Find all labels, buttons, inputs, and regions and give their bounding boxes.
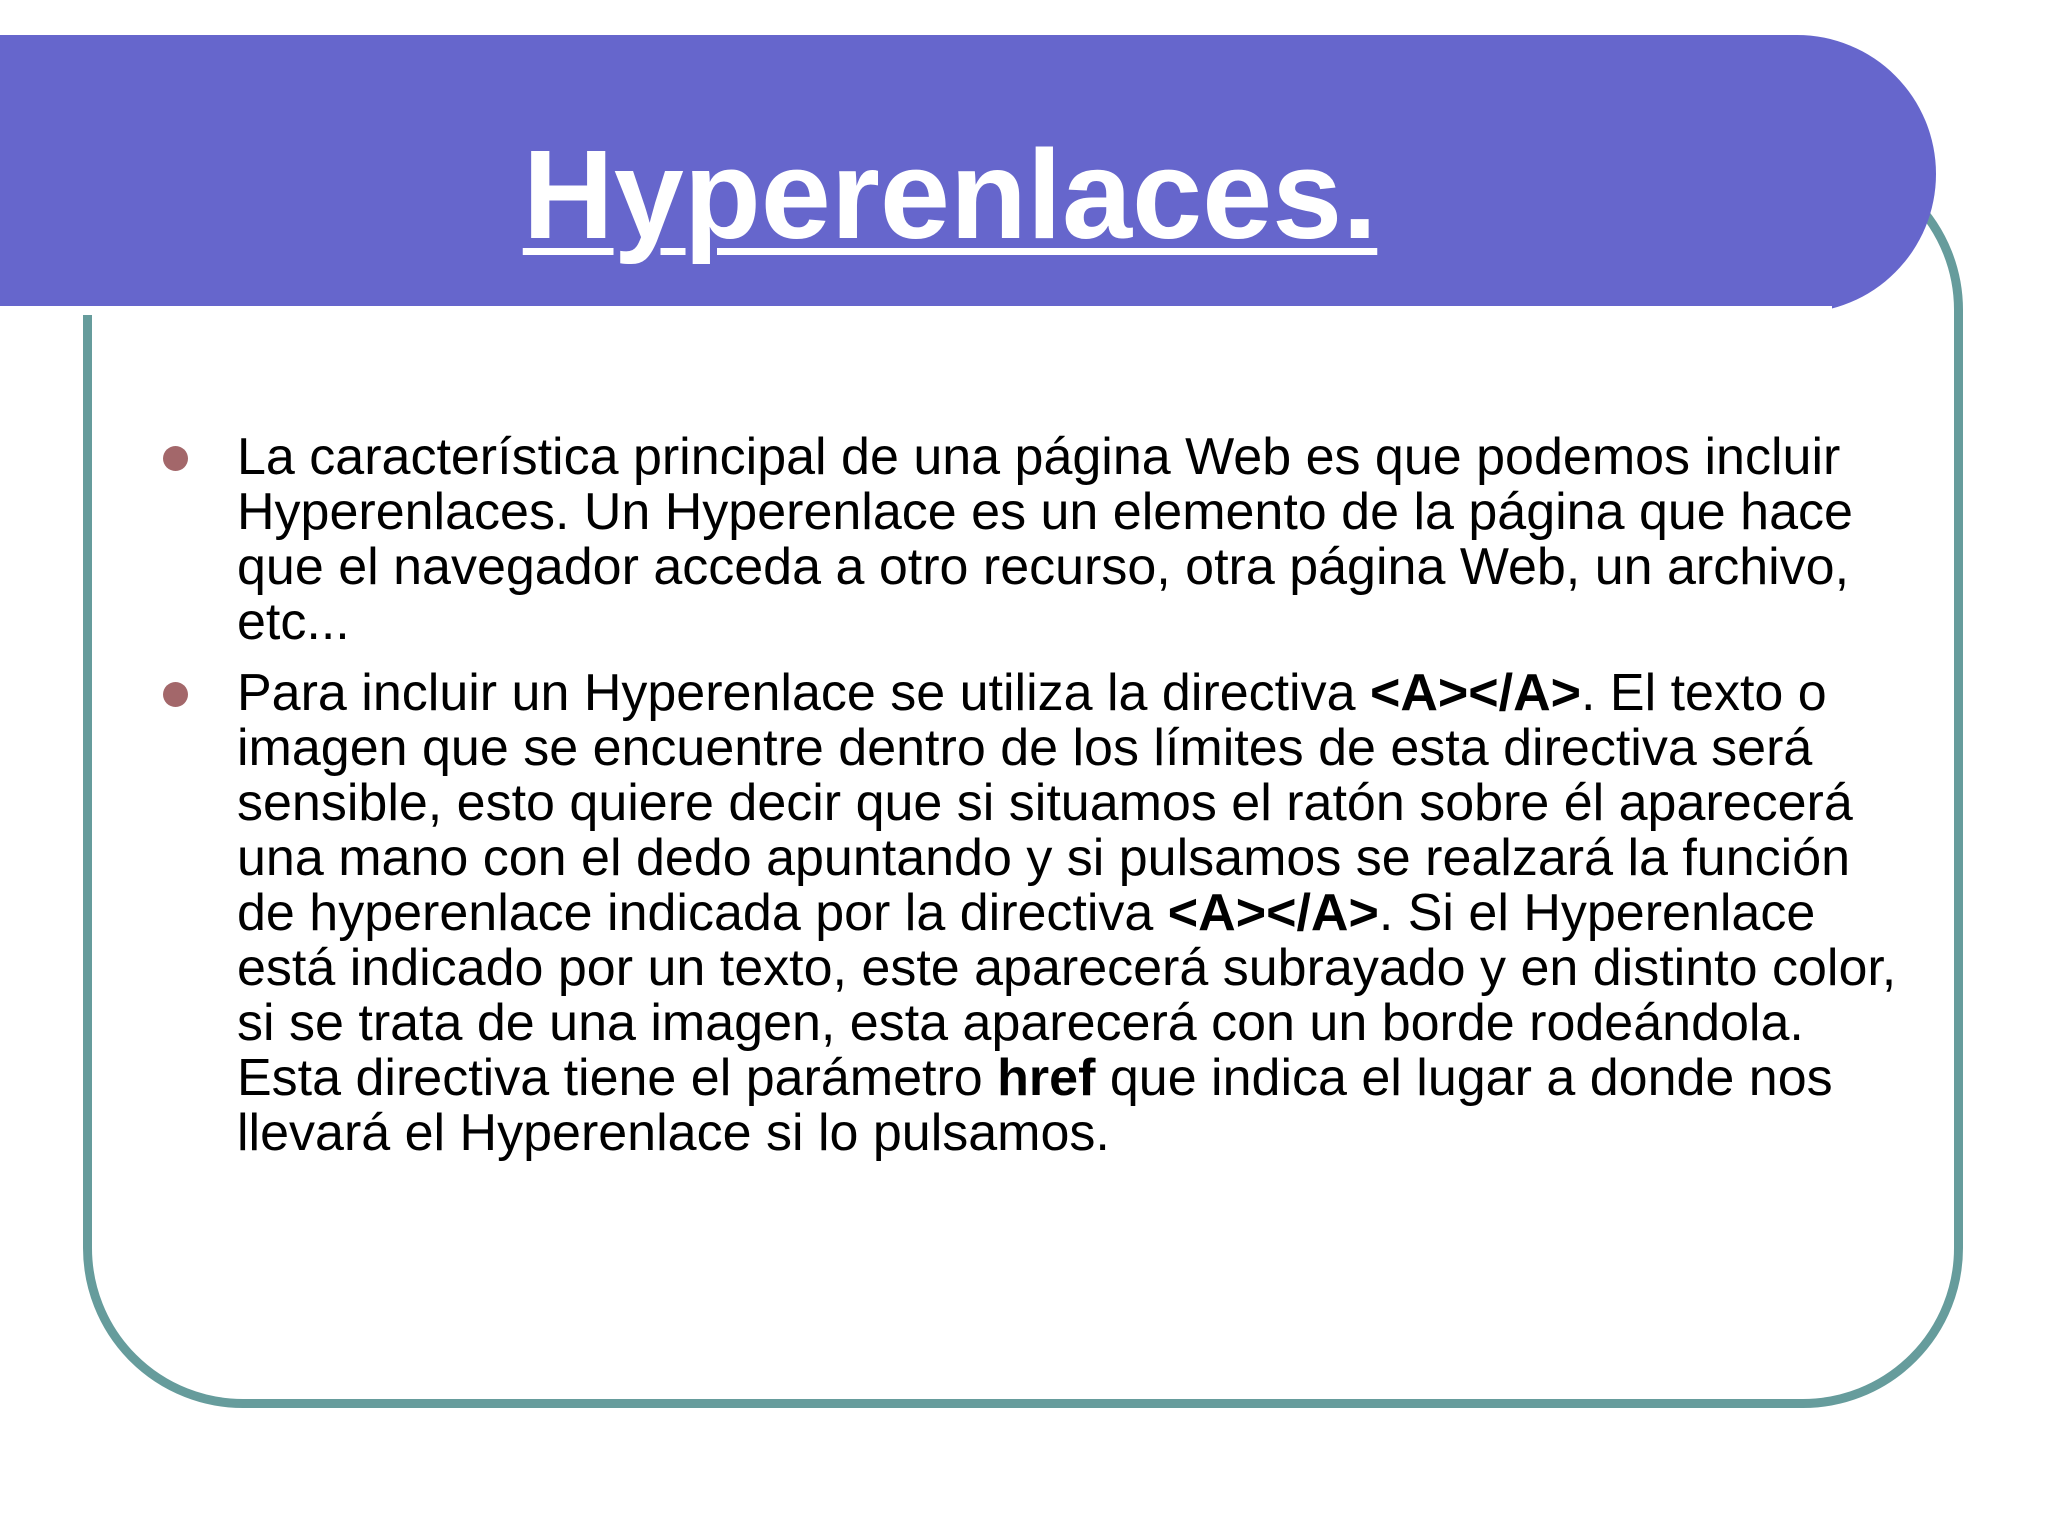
bullet-text [237, 428, 1853, 651]
title-banner [0, 35, 1936, 313]
code-tag-a: <A></A> [1369, 664, 1582, 722]
bullet-item-2 [160, 666, 1920, 1161]
code-tag-a: <A></A> [1167, 884, 1379, 942]
bullet-dot-icon [163, 682, 188, 707]
bullet-text [237, 664, 1896, 1162]
bullet-text-segment: La característica principal de una página Web es que podemos incluir Hyperenlaces. Un Hyperenlace es un elemento de la página que hace que el navegador acceda a otro recurso, otra página Web, un archivo, etc... [237, 428, 1853, 651]
bullet-text-segment: . El texto o imagen que se encuentre dentro de los límites de esta directiva será sensible, esto quiere decir que si situamos el ratón sobre él aparecerá una mano con el dedo apuntando y si pulsamos se realzará la función de hyperenlace indicada por la directiva [237, 664, 1853, 942]
banner-divider [0, 306, 1832, 315]
bullet-text-segment: Para incluir un Hyperenlace se utiliza la directiva [237, 664, 1370, 722]
param-href: href [997, 1049, 1096, 1107]
bullet-text-segment: . Si el Hyperenlace está indicado por un texto, este aparecerá subrayado y en distinto color, si se trata de una imagen, esta aparecerá con un borde rodeándola. Esta directiva tiene el parámetro [237, 884, 1897, 1107]
bullet-text-segment: que indica el lugar a donde nos llevará el Hyperenlace si lo pulsamos. [237, 1049, 1833, 1162]
bullet-item-1 [160, 430, 1920, 650]
bullet-dot-icon [163, 446, 188, 471]
slide-title: Hyperenlaces. [522, 124, 1378, 265]
bullet-list [160, 430, 1920, 1177]
